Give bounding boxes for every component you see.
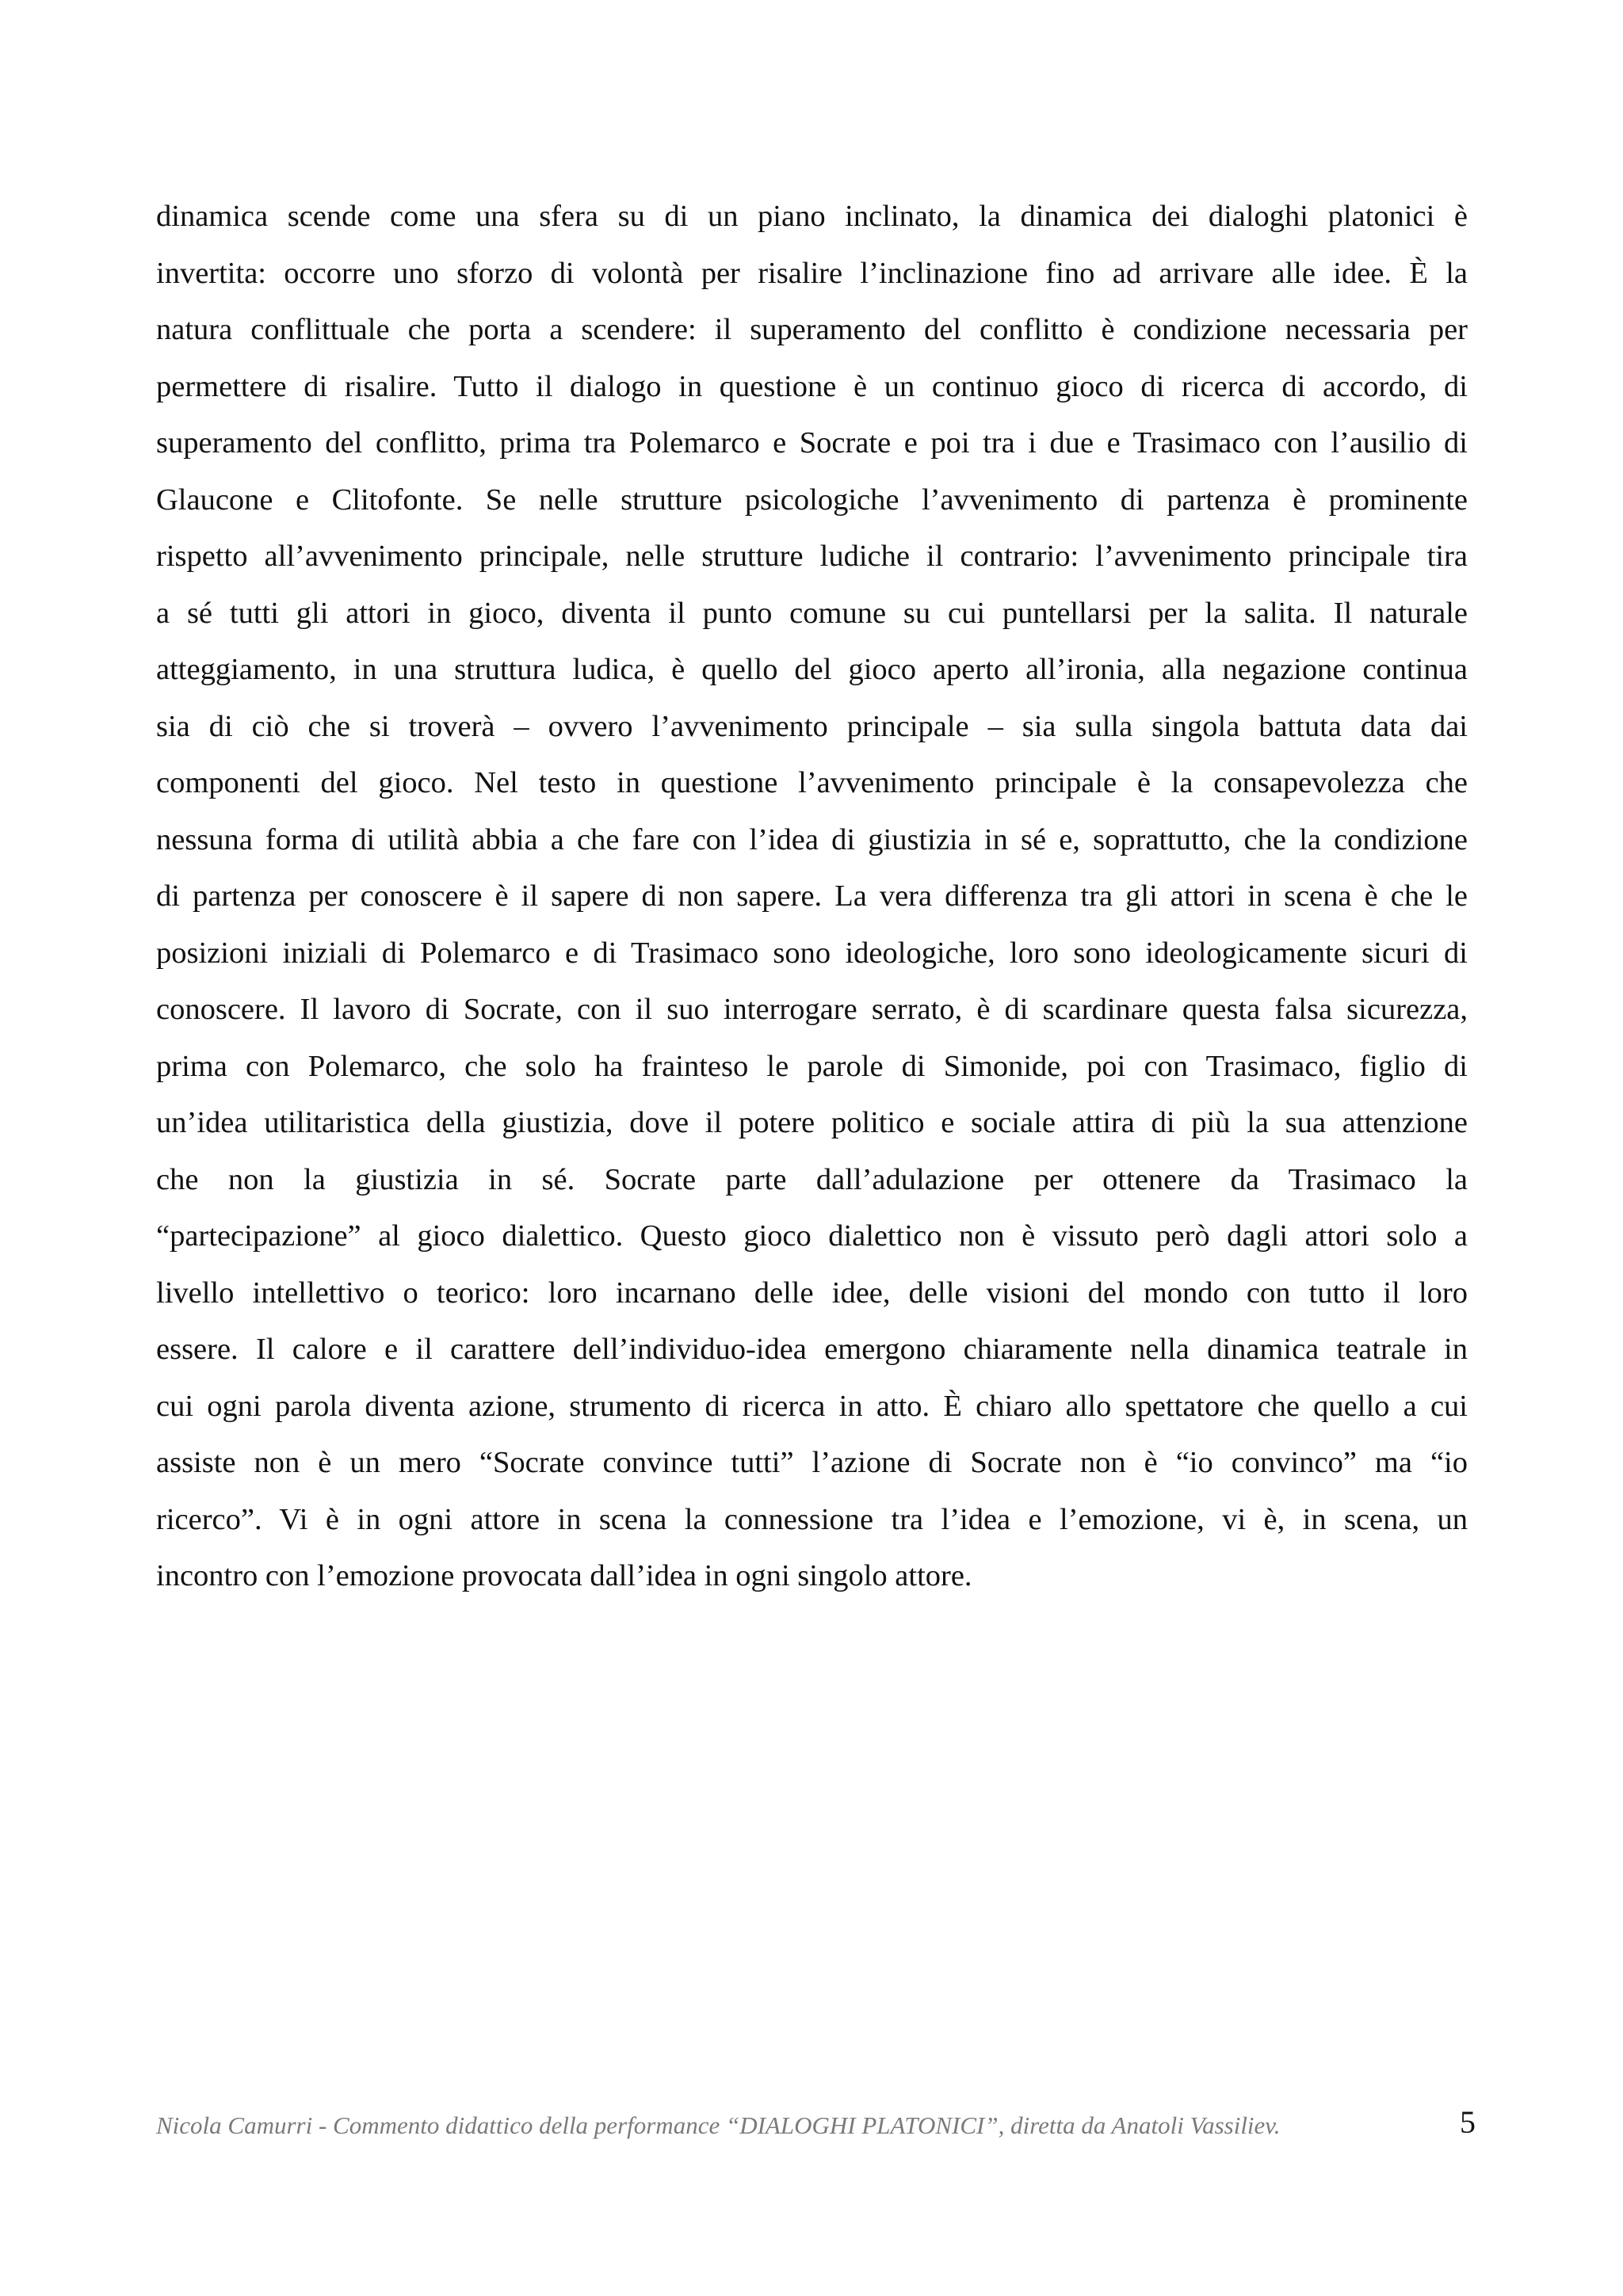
text-line: “partecipazione” al gioco dialettico. Questo gioco dialettico non è vissuto però dagli attori solo a (156, 1219, 1468, 1253)
text-line: rispetto all’avvenimento principale, nelle strutture ludiche il contrario: l’avvenimento principale tira (156, 540, 1468, 573)
text-line: cui ogni parola diventa azione, strumento di ricerca in atto. È chiaro allo spettatore che quello a cui (156, 1389, 1468, 1423)
text-line: essere. Il calore e il carattere dell’individuo-idea emergono chiaramente nella dinamica teatrale in (156, 1333, 1468, 1366)
text-line: conoscere. Il lavoro di Socrate, con il suo interrogare serrato, è di scardinare questa falsa sicurezza, (156, 993, 1468, 1026)
body-paragraph (156, 189, 1468, 1605)
text-line: prima con Polemarco, che solo ha frainteso le parole di Simonide, poi con Trasimaco, figlio di (156, 1049, 1468, 1083)
text-line: nessuna forma di utilità abbia a che fare con l’idea di giustizia in sé e, soprattutto, che la condizione (156, 822, 1468, 856)
text-line: invertita: occorre uno sforzo di volontà per risalire l’inclinazione fino ad arrivare alle idee. È la (156, 256, 1468, 290)
text-line: a sé tutti gli attori in gioco, diventa il punto comune su cui puntellarsi per la salita. Il naturale (156, 596, 1468, 630)
text-line: Glaucone e Clitofonte. Se nelle strutture psicologiche l’avvenimento di partenza è prominente (156, 482, 1468, 517)
page-footer (156, 2103, 1476, 2148)
text-line: un’idea utilitaristica della giustizia, dove il potere politico e sociale attira di più la sua attenzione (156, 1106, 1468, 1139)
text-line: componenti del gioco. Nel testo in questione l’avvenimento principale è la consapevolezza che (156, 766, 1468, 799)
text-line: permettere di risalire. Tutto il dialogo in questione è un continuo gioco di ricerca di accordo, di (156, 369, 1468, 403)
text-line: che non la giustizia in sé. Socrate parte dall’adulazione per ottenere da Trasimaco la (156, 1162, 1468, 1196)
text-line: atteggiamento, in una struttura ludica, è quello del gioco aperto all’ironia, alla negazione continua (156, 653, 1468, 686)
text-line: ricerco”. Vi è in ogni attore in scena la connessione tra l’idea e l’emozione, vi è, in scena, un (156, 1502, 1468, 1536)
text-line: sia di ciò che si troverà – ovvero l’avvenimento principale – sia sulla singola battuta data dai (156, 709, 1468, 743)
text-line: superamento del conflitto, prima tra Polemarco e Socrate e poi tra i due e Trasimaco con l’ausilio di (156, 426, 1468, 460)
text-line: di partenza per conoscere è il sapere di non sapere. La vera differenza tra gli attori in scena è che le (156, 879, 1468, 913)
text-line: incontro con l’emozione provocata dall’idea in ogni singolo attore. (156, 1559, 972, 1592)
footer-citation: Nicola Camurri - Commento didattico della performance “DIALOGHI PLATONICI”, diretta da Anatoli Vassiliev. (156, 2111, 1281, 2139)
text-line: livello intellettivo o teorico: loro incarnano delle idee, delle visioni del mondo con tutto il loro (156, 1276, 1468, 1310)
page-number: 5 (1460, 2104, 1476, 2140)
text-line: posizioni iniziali di Polemarco e di Trasimaco sono ideologiche, loro sono ideologicamente sicuri di (156, 936, 1468, 970)
text-line: natura conflittuale che porta a scendere: il superamento del conflitto è condizione necessaria per (156, 313, 1468, 346)
text-line: assiste non è un mero “Socrate convince tutti” l’azione di Socrate non è “io convinco” ma “io (156, 1446, 1468, 1479)
text-line: dinamica scende come una sfera su di un piano inclinato, la dinamica dei dialoghi platonici è (156, 200, 1468, 233)
